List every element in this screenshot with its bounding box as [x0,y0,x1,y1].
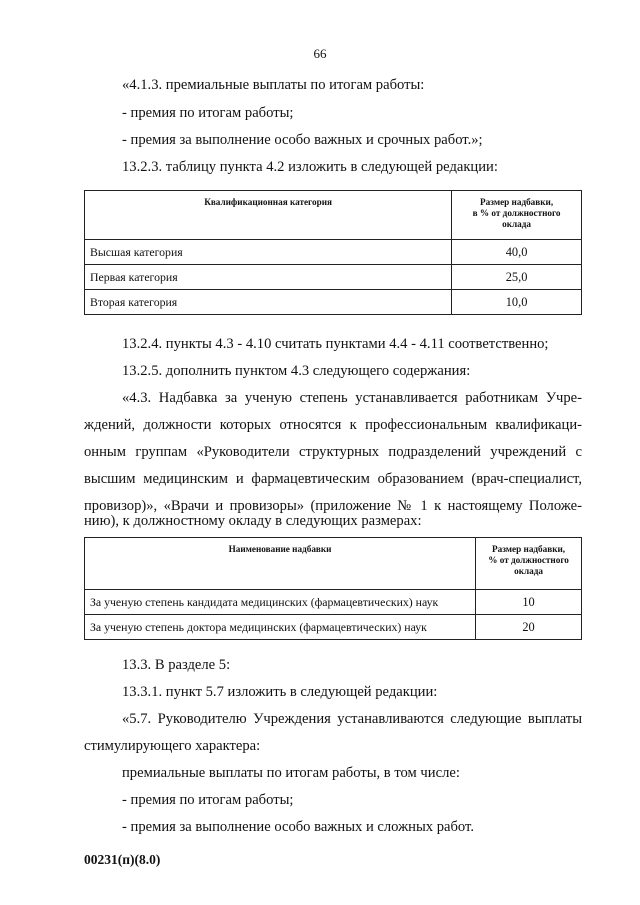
text-line: 13.2.5. дополнить пунктом 4.3 следующего содержания: [122,363,471,379]
text-line: 13.3. В разделе 5: [122,657,231,673]
paragraph-line: онным группам «Руководители структурных подразделений учреждений с [84,444,582,460]
text-line: - премия по итогам работы; [122,105,294,121]
table-cell: 10,0 [452,290,582,315]
text-line: 13.3.1. пункт 5.7 изложить в следующей редакции: [122,684,438,700]
table-row [85,265,582,290]
text-line: «5.7. Руководителю Учреждения устанавливаются следующие выплаты [122,711,582,727]
table-header-row [85,191,582,240]
text-line: - премия по итогам работы; [122,792,294,808]
paragraph-line: «4.3. Надбавка за ученую степень устанавливается работникам Учре- [122,390,582,406]
table-row [85,240,582,265]
text-line: - премия за выполнение особо важных и сложных работ. [122,819,474,835]
table-row [85,615,582,640]
table-cell: Вторая категория [85,290,452,315]
allowance-table [84,537,582,640]
header-text: Квалификационная категория [204,197,332,207]
text-line: 13.2.4. пункты 4.3 - 4.10 считать пунктами 4.4 - 4.11 соответственно; [122,336,549,352]
table-cell: 10 [476,590,582,615]
table-header-cell [476,538,582,590]
table-cell: Первая категория [85,265,452,290]
table-cell: 25,0 [452,265,582,290]
table-cell: 40,0 [452,240,582,265]
table-header-cell [85,538,476,590]
table-cell: За ученую степень доктора медицинских (фармацевтических) наук [85,615,476,640]
text-line: стимулирующего характера: [84,738,261,754]
paragraph-line: нию), к должностному окладу в следующих размерах: [84,513,422,529]
text-line: 13.2.3. таблицу пункта 4.2 изложить в следующей редакции: [122,159,498,175]
table-header-cell [452,191,582,240]
paragraph-line: ждений, должности которых относятся к профессиональным квалификаци- [84,417,582,433]
header-text: Размер надбавки, % от должностного оклада [488,544,569,576]
paragraph-line: высшим медицинским и фармацевтическим образованием (врач-специалист, [84,471,582,487]
table-row [85,590,582,615]
text-line: премиальные выплаты по итогам работы, в том числе: [122,765,460,781]
table-cell: 20 [476,615,582,640]
header-text: Размер надбавки, в % от должностного оклада [472,197,561,229]
header-text: Наименование надбавки [228,544,332,554]
qualification-table [84,190,582,315]
table-header-row [85,538,582,590]
document-code: 00231(п)(8.0) [84,852,161,867]
paragraph-line: провизор)», «Врачи и провизоры» (приложение № 1 к настоящему Положе- [84,498,582,514]
table-cell: За ученую степень кандидата медицинских (фармацевтических) наук [85,590,476,615]
page-number: 66 [313,46,327,61]
table-header-cell [85,191,452,240]
table-cell: Высшая категория [85,240,452,265]
text-line: - премия за выполнение особо важных и срочных работ.»; [122,132,483,148]
table-row [85,290,582,315]
text-line: «4.1.3. премиальные выплаты по итогам работы: [122,77,425,93]
